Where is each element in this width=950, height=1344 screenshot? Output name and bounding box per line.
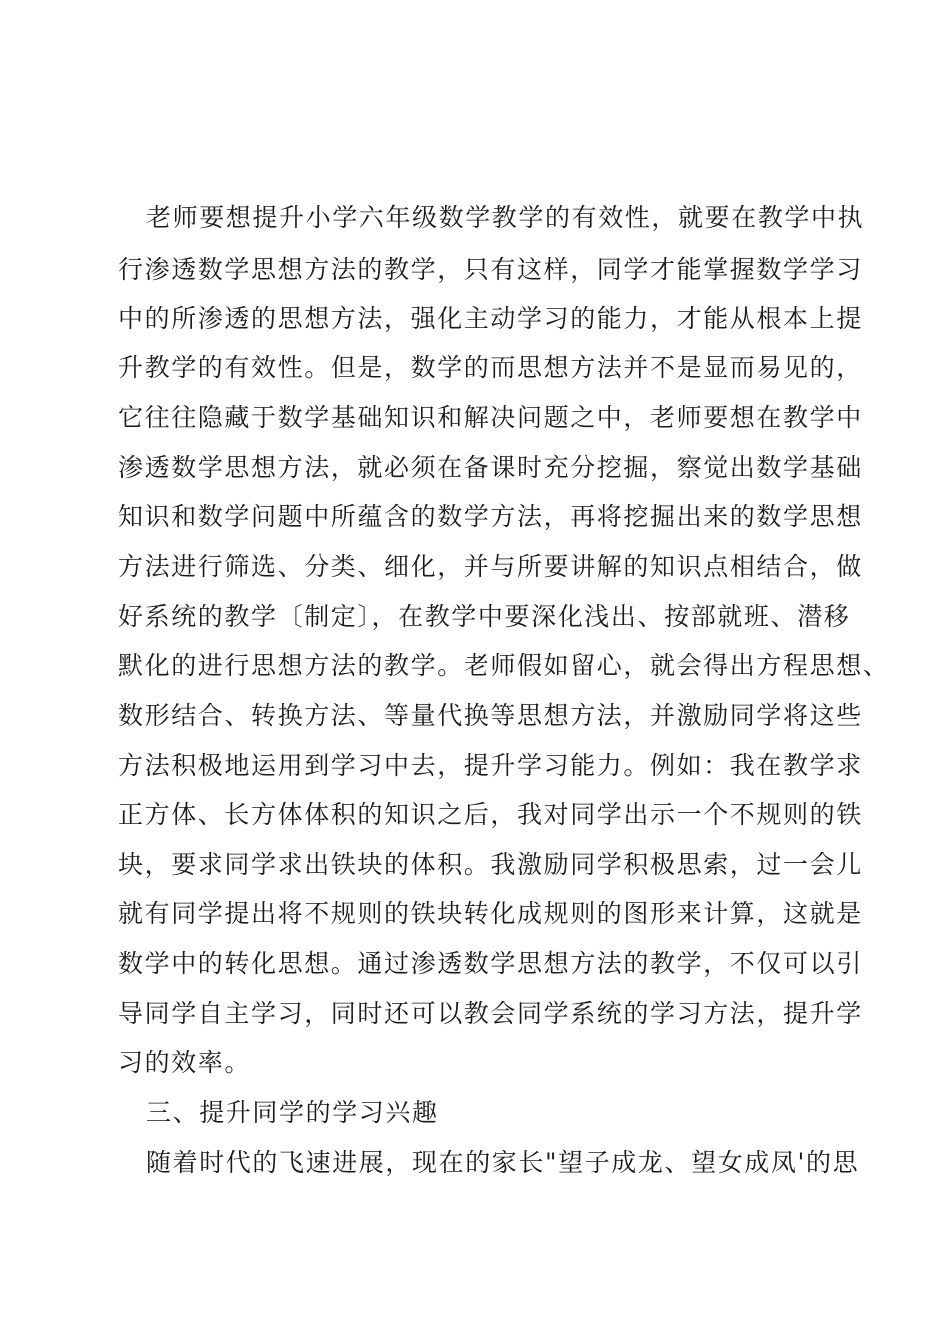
paragraph-line: 数形结合、转换方法、等量代换等思想方法，并激励同学将这些: [118, 701, 863, 730]
paragraph-line: 中的所渗透的思想方法，强化主动学习的能力，才能从根本上提: [118, 304, 863, 333]
paragraph-line: 知识和数学问题中所蕴含的数学方法，再将挖掘出来的数学思想: [118, 502, 863, 531]
paragraph-line: 默化的进行思想方法的教学。老师假如留心，就会得出方程思想、: [118, 651, 890, 680]
paragraph-line: 就有同学提出将不规则的铁块转化成规则的图形来计算，这就是: [118, 899, 863, 928]
paragraph-line: 导同学自主学习，同时还可以教会同学系统的学习方法，提升学: [118, 999, 863, 1028]
paragraph-line: 方法进行筛选、分类、细化，并与所要讲解的知识点相结合，做: [118, 552, 863, 581]
paragraph-line: 正方体、长方体体积的知识之后，我对同学出示一个不规则的铁: [118, 800, 863, 829]
paragraph-line: 升教学的有效性。但是，数学的而思想方法并不是显而易见的，: [118, 353, 863, 382]
paragraph-line: 行渗透数学思想方法的教学，只有这样，同学才能掌握数学学习: [118, 255, 863, 284]
paragraph-line: 数学中的转化思想。通过渗透数学思想方法的教学，不仅可以引: [118, 949, 863, 978]
paragraph-line: 方法积极地运用到学习中去，提升学习能力。例如：我在教学求: [118, 751, 863, 780]
section-heading: 三、提升同学的学习兴趣: [146, 1098, 439, 1127]
paragraph-line: 老师要想提升小学六年级数学教学的有效性，就要在教学中执: [146, 203, 865, 232]
paragraph-line: 好系统的教学〔制定〕，在教学中要深化浅出、按部就班、潜移: [118, 602, 851, 631]
paragraph-line: 它往往隐藏于数学基础知识和解决问题之中，老师要想在教学中: [118, 403, 863, 432]
paragraph-line: 块，要求同学求出铁块的体积。我激励同学积极思索，过一会儿: [118, 850, 863, 879]
paragraph-line: 习的效率。: [118, 1048, 252, 1077]
paragraph-line: 渗透数学思想方法，就必须在备课时充分挖掘，察觉出数学基础: [118, 453, 863, 482]
paragraph-line: 随着时代的飞速进展，现在的家长"望子成龙、望女成凤'的思: [146, 1148, 860, 1177]
